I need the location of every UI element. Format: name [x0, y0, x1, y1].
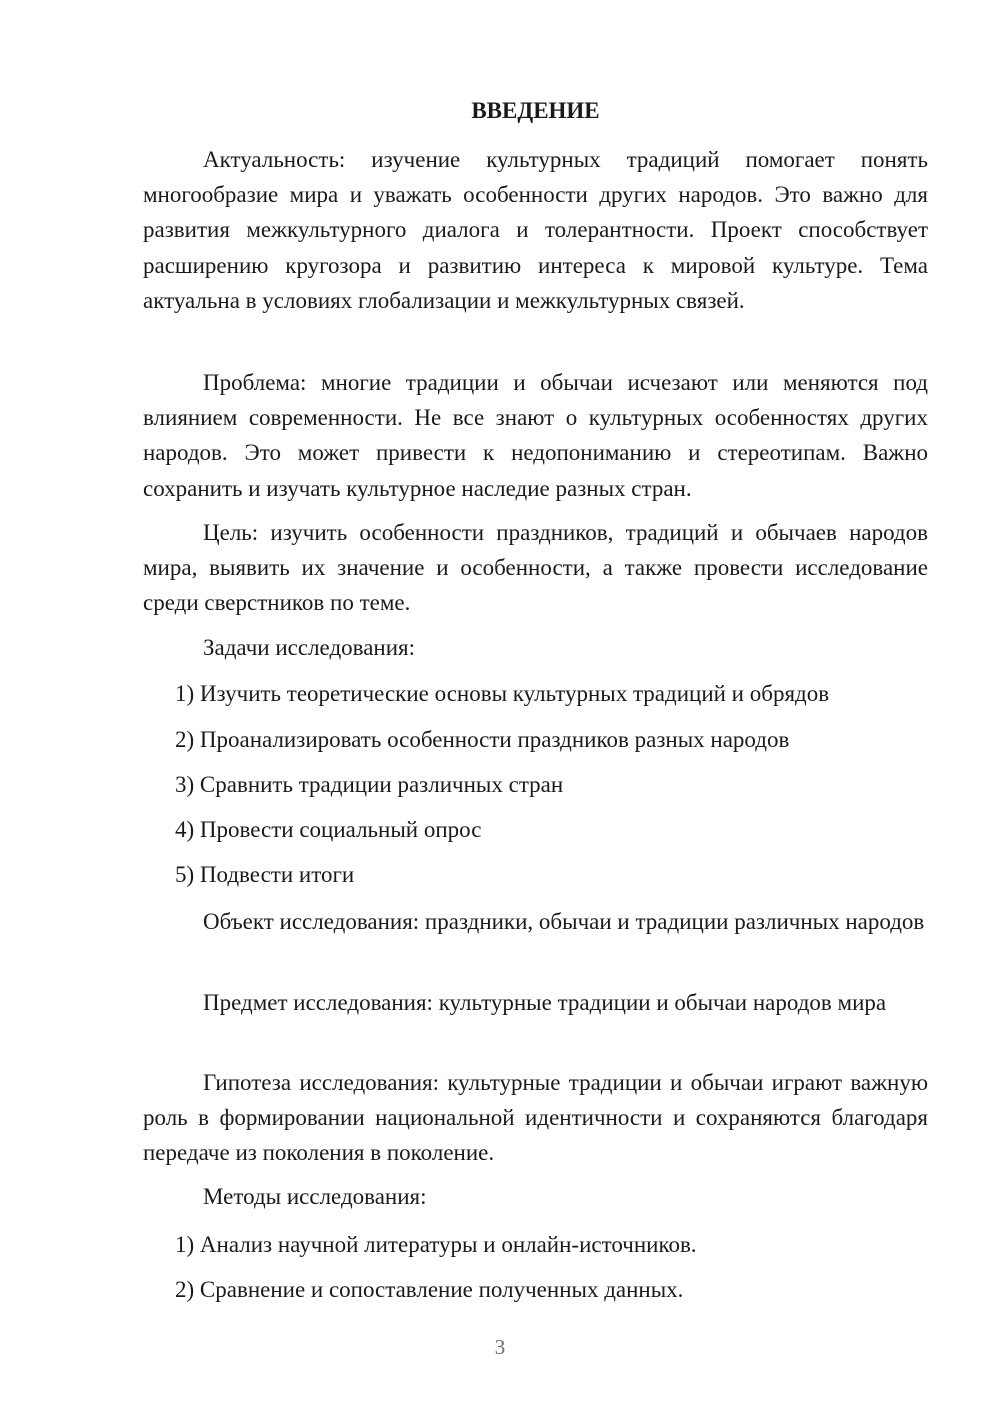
problem-paragraph: Проблема: многие традиции и обычаи исчезают или меняются под влиянием современности. Не все знают о культурных особенностях других народов. Это может привести к недопониманию и стереотипам. Важно сохранить и изучать культурное наследие разных стран. [143, 370, 928, 501]
list-item: 1) Анализ научной литературы и онлайн-источников. [175, 1232, 697, 1257]
list-item: 1) Изучить теоретические основы культурных традиций и обрядов [175, 681, 830, 706]
methods-heading: Методы исследования: [203, 1184, 427, 1209]
page-title: ВВЕДЕНИЕ [471, 98, 600, 123]
tasks-heading: Задачи исследования: [203, 635, 416, 660]
list-item: 5) Подвести итоги [175, 862, 355, 887]
relevance-paragraph: Актуальность: изучение культурных традиций помогает понять многообразие мира и уважать особенности других народов. Это важно для развития межкультурного диалога и толерантности. Проект способствует расширению кругозора и развитию интереса к мировой культуре. Тема актуальна в условиях глобализации и межкультурных связей. [143, 147, 928, 313]
document-page [143, 88, 928, 1388]
list-item: 4) Провести социальный опрос [175, 817, 482, 842]
object-paragraph: Объект исследования: праздники, обычаи и традиции различных народов [203, 909, 925, 934]
list-item: 2) Сравнение и сопоставление полученных данных. [175, 1277, 684, 1302]
list-item: 3) Сравнить традиции различных стран [175, 772, 564, 797]
hypothesis-paragraph: Гипотеза исследования: культурные традиции и обычаи играют важную роль в формировании национальной идентичности и сохраняются благодаря передаче из поколения в поколение. [143, 1070, 928, 1166]
subject-paragraph: Предмет исследования: культурные традиции и обычаи народов мира [203, 990, 887, 1015]
list-item: 2) Проанализировать особенности праздников разных народов [175, 727, 790, 752]
page-number: 3 [494, 1335, 506, 1359]
goal-paragraph: Цель: изучить особенности праздников, традиций и обычаев народов мира, выявить их значение и особенности, а также провести исследование среди сверстников по теме. [143, 520, 928, 616]
